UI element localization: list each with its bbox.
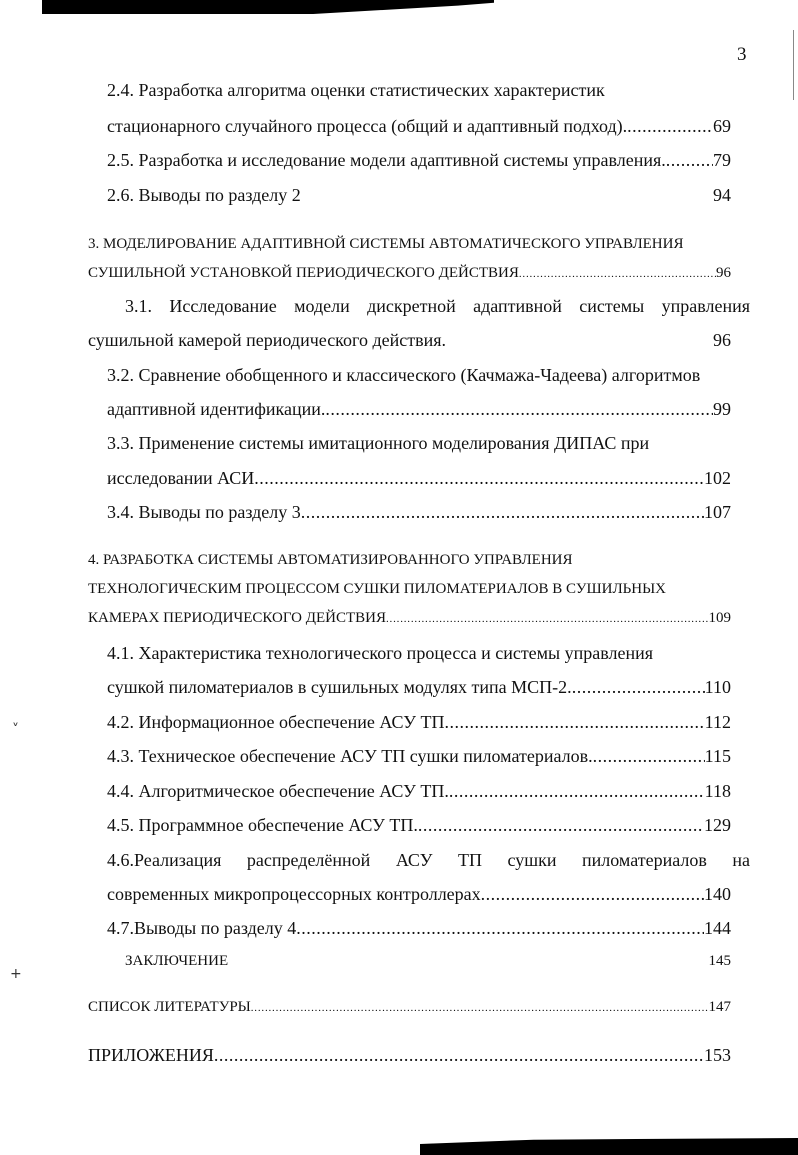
toc-entry-title: 3. МОДЕЛИРОВАНИЕ АДАПТИВНОЙ СИСТЕМЫ АВТОМАТИЧЕСКОГО УПРАВЛЕНИЯ <box>88 236 684 252</box>
toc-page-number: 107 <box>704 502 731 522</box>
toc-page-number: 144 <box>704 918 731 938</box>
toc-page-number: 102 <box>704 468 731 488</box>
toc-entry-3-2-line1[interactable] <box>107 366 700 384</box>
toc-entry-4-5[interactable] <box>107 816 731 834</box>
toc-entry-title: ТЕХНОЛОГИЧЕСКИМ ПРОЦЕССОМ СУШКИ ПИЛОМАТЕРИАЛОВ В СУШИЛЬНЫХ <box>88 581 666 597</box>
toc-entry-title: 4.2. Информационное обеспечение АСУ ТП <box>107 712 445 732</box>
toc-leader <box>296 919 704 937</box>
toc-page-number: 109 <box>708 610 731 626</box>
toc-page-number: 94 <box>713 185 731 205</box>
toc-entry-3-line1[interactable] <box>88 237 683 252</box>
toc-leader <box>593 747 705 765</box>
toc-leader <box>254 469 704 487</box>
toc-entry-4-2[interactable] <box>107 713 731 731</box>
toc-page-number: 153 <box>704 1045 731 1065</box>
toc-entry-title: 4.7.Выводы по разделу 4 <box>107 918 297 938</box>
toc-entry-title: сушильной камерой периодического действия. <box>88 330 446 350</box>
toc-leader <box>572 678 705 696</box>
toc-entry-title: 3.2. Сравнение обобщенного и классического (Качмажа-Чадеева) алгоритмов <box>107 365 701 385</box>
toc-entry-4-3[interactable] <box>107 747 731 765</box>
toc-leader <box>325 400 713 418</box>
toc-page-number: 147 <box>708 999 731 1015</box>
toc-entry-2-4-line2[interactable] <box>107 117 731 135</box>
toc-leader <box>386 611 709 626</box>
toc-entry-3-1-line2[interactable] <box>88 331 731 349</box>
toc-page-number: 69 <box>713 116 731 136</box>
toc-entry-3-3-line2[interactable] <box>107 469 731 487</box>
toc-entry-3-3-line1[interactable] <box>107 434 649 452</box>
toc-entry-4-6-line2[interactable] <box>107 885 731 903</box>
toc-entry-title: ЗАКЛЮЧЕНИЕ <box>125 953 229 969</box>
toc-entry-3-1-line1[interactable] <box>125 297 750 315</box>
toc-entry-4-line3[interactable] <box>88 611 731 626</box>
toc-page-number: 118 <box>704 781 731 801</box>
toc-leader <box>627 117 713 135</box>
toc-entry-4-6-line1[interactable] <box>107 851 750 869</box>
scan-artifact-bottom <box>420 1138 798 1155</box>
toc-page-number: 112 <box>704 712 731 732</box>
toc-leader <box>481 885 704 903</box>
toc-leader <box>214 1046 704 1064</box>
toc-entry-title: исследовании АСИ <box>107 468 255 488</box>
toc-entry-title: ПРИЛОЖЕНИЯ <box>88 1045 214 1065</box>
toc-entry-appendices[interactable] <box>88 1046 731 1064</box>
toc-page-number: 145 <box>708 953 731 969</box>
scan-speck: ˅ <box>12 722 19 738</box>
toc-entry-title: сушкой пиломатериалов в сушильных модулях типа МСП-2. <box>107 677 572 697</box>
toc-entry-2-4-line1[interactable] <box>107 81 605 99</box>
toc-entry-title: КАМЕРАХ ПЕРИОДИЧЕСКОГО ДЕЙСТВИЯ <box>88 610 386 626</box>
toc-entry-title: адаптивной идентификации. <box>107 399 326 419</box>
toc-page-number: 99 <box>713 399 731 419</box>
toc-leader <box>519 266 716 281</box>
toc-entry-3-4[interactable] <box>107 503 731 521</box>
toc-entry-title: 4.1. Характеристика технологического процесса и системы управления <box>107 643 654 663</box>
toc-entry-3-line2[interactable] <box>88 266 731 281</box>
toc-page-number: 115 <box>704 746 731 766</box>
toc-entry-title: 4.5. Программное обеспечение АСУ ТП. <box>107 815 418 835</box>
toc-entry-title: 4.4. Алгоритмическое обеспечение АСУ ТП. <box>107 781 449 801</box>
toc-entry-title: СПИСОК ЛИТЕРАТУРЫ <box>88 999 251 1015</box>
scan-artifact-top <box>42 0 494 14</box>
toc-page-number: 79 <box>713 150 731 170</box>
scan-edge-line <box>793 30 794 100</box>
toc-leader <box>301 503 704 521</box>
toc-entry-conclusion[interactable] <box>125 954 731 969</box>
toc-entry-title: 2.5. Разработка и исследование модели адаптивной системы управления. <box>107 150 666 170</box>
toc-entry-title: 4. РАЗРАБОТКА СИСТЕМЫ АВТОМАТИЗИРОВАННОГО УПРАВЛЕНИЯ <box>88 552 573 568</box>
toc-entry-4-4[interactable] <box>107 782 731 800</box>
toc-entry-title: 3.1. Исследование модели дискретной адаптивной системы управления <box>125 296 750 316</box>
toc-page-number: 96 <box>716 265 731 281</box>
toc-entry-title: 4.6.Реализация распределённой АСУ ТП сушки пиломатериалов на <box>107 850 750 870</box>
toc-leader <box>666 151 713 169</box>
toc-entry-4-7[interactable] <box>107 919 731 937</box>
toc-leader <box>418 816 704 834</box>
toc-entry-2-5[interactable] <box>107 151 731 169</box>
toc-leader <box>251 1000 709 1015</box>
toc-entry-references[interactable] <box>88 1000 731 1015</box>
toc-entry-title: 2.6. Выводы по разделу 2 <box>107 185 301 205</box>
scan-speck: + <box>10 966 22 982</box>
toc-entry-title: современных микропроцессорных контроллерах <box>107 884 481 904</box>
toc-entry-2-6[interactable] <box>107 186 731 204</box>
toc-entry-title: 3.4. Выводы по разделу 3 <box>107 502 301 522</box>
toc-entry-3-2-line2[interactable] <box>107 400 731 418</box>
toc-page-number: 110 <box>704 677 731 697</box>
toc-entry-title: 2.4. Разработка алгоритма оценки статистических характеристик <box>107 80 605 100</box>
toc-page-number: 96 <box>713 330 731 350</box>
toc-entry-title: СУШИЛЬНОЙ УСТАНОВКОЙ ПЕРИОДИЧЕСКОГО ДЕЙСТВИЯ <box>88 265 519 281</box>
toc-entry-4-line2[interactable] <box>88 582 666 597</box>
toc-entry-4-line1[interactable] <box>88 553 573 568</box>
toc-entry-title: 3.3. Применение системы имитационного моделирования ДИПАС при <box>107 433 650 453</box>
toc-entry-title: 4.3. Техническое обеспечение АСУ ТП сушки пиломатериалов. <box>107 746 593 766</box>
toc-entry-4-1-line2[interactable] <box>107 678 731 696</box>
toc-page-number: 140 <box>704 884 731 904</box>
toc-page-number: 129 <box>704 815 731 835</box>
toc-entry-title: стационарного случайного процесса (общий и адаптивный подход). <box>107 116 628 136</box>
page-number: 3 <box>737 44 747 65</box>
toc-entry-4-1-line1[interactable] <box>107 644 653 662</box>
toc-leader <box>444 713 704 731</box>
toc-leader <box>449 782 705 800</box>
